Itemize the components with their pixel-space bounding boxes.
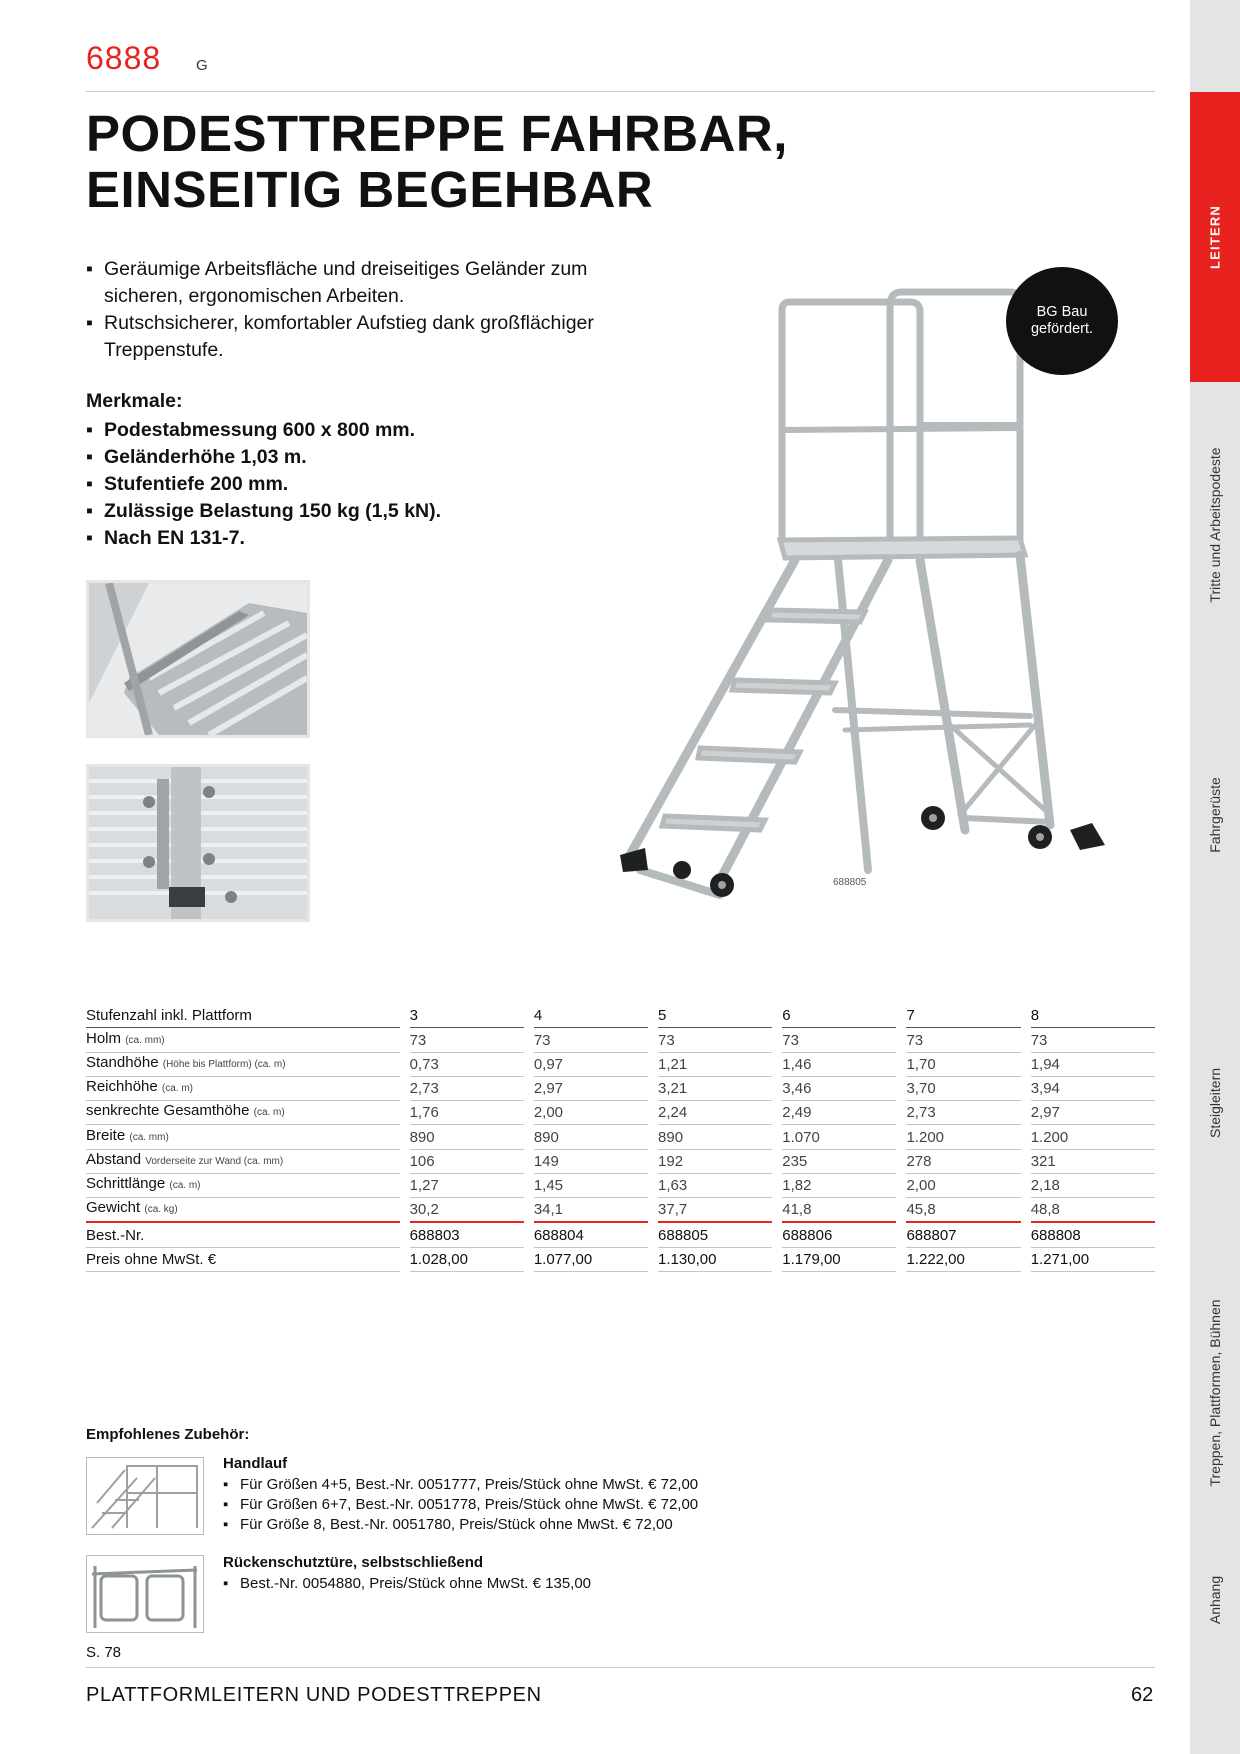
sidebar-item-treppen[interactable]: Treppen, Plattformen, Bühnen: [1207, 1299, 1223, 1487]
spec-row: [86, 1223, 1155, 1247]
sidebar-item-tritte[interactable]: Tritte und Arbeitspodeste: [1207, 447, 1223, 603]
spec-cell: 73: [658, 1031, 772, 1053]
page-title: [86, 106, 788, 218]
spec-cell: 1,76: [410, 1103, 524, 1125]
spec-row: [86, 1248, 1155, 1272]
accessories-heading: Empfohlenes Zubehör:: [86, 1426, 250, 1443]
header-divider: [86, 91, 1155, 92]
footer-divider: [86, 1667, 1155, 1668]
accessory-line: ▪ Für Größen 6+7, Best.-Nr. 0051778, Preis/Stück ohne MwSt. € 72,00: [223, 1495, 783, 1515]
accessory-line: ▪ Für Größen 4+5, Best.-Nr. 0051777, Preis/Stück ohne MwSt. € 72,00: [223, 1475, 783, 1495]
spec-cell: 688805: [658, 1226, 772, 1248]
spec-row-unit: Vorderseite zur Wand (ca. mm): [145, 1156, 284, 1168]
spec-row: [86, 1077, 1155, 1101]
spec-row: [86, 1198, 1155, 1223]
spec-cell: 3,70: [906, 1079, 1020, 1101]
spec-cell: 235: [782, 1152, 896, 1174]
spec-cell: 1,63: [658, 1176, 772, 1198]
spec-cell: 1.130,00: [658, 1250, 772, 1272]
spec-cell: 73: [534, 1031, 648, 1053]
specification-table: [86, 1004, 1155, 1272]
features-list: [86, 417, 586, 552]
spec-row: [86, 1028, 1155, 1052]
spec-cell: 1.222,00: [906, 1250, 1020, 1272]
feature-item: ▪ Zulässige Belastung 150 kg (1,5 kN).: [86, 498, 586, 525]
spec-cell: 3,46: [782, 1079, 896, 1101]
spec-cell: 1.271,00: [1031, 1250, 1155, 1272]
spec-cell: 2,18: [1031, 1176, 1155, 1198]
accessory-line: ▪ Für Größe 8, Best.-Nr. 0051780, Preis/Stück ohne MwSt. € 72,00: [223, 1515, 783, 1535]
intro-bullet: ▪ Rutschsicherer, komfortabler Aufstieg dank großflächiger Treppenstufe.: [86, 310, 606, 364]
spec-cell: 2,24: [658, 1103, 772, 1125]
spec-cell: 688808: [1031, 1226, 1155, 1248]
spec-row-label: Abstand: [86, 1151, 142, 1169]
spec-row: [86, 1101, 1155, 1125]
sidebar-item-fahrgerueste[interactable]: Fahrgerüste: [1207, 777, 1223, 853]
spec-cell: 2,00: [906, 1176, 1020, 1198]
handrail-thumbnail: [86, 1457, 204, 1535]
spec-cell: 278: [906, 1152, 1020, 1174]
spec-row-label: Best.-Nr.: [86, 1226, 145, 1244]
spec-cell: 192: [658, 1152, 772, 1174]
accessory-lines-rueckenschutztuere: [223, 1574, 783, 1594]
spec-row-label: Preis ohne MwSt. €: [86, 1250, 217, 1268]
spec-cell: 1,82: [782, 1176, 896, 1198]
sidebar-item-steigleitern[interactable]: Steigleitern: [1207, 1067, 1223, 1139]
spec-row-unit: (ca. mm): [125, 1034, 165, 1046]
spec-cell: 2,97: [1031, 1103, 1155, 1125]
spec-row: [86, 1150, 1155, 1174]
spec-cell: 1,46: [782, 1055, 896, 1077]
spec-row-unit: (ca. mm): [129, 1131, 169, 1143]
spec-cell: 1,45: [534, 1176, 648, 1198]
title-line-2: EINSEITIG BEGEHBAR: [86, 161, 654, 218]
spec-cell: 45,8: [906, 1200, 1020, 1223]
spec-row: [86, 1125, 1155, 1149]
accessory-name-rueckenschutztuere: Rückenschutztüre, selbstschließend: [223, 1554, 484, 1571]
spec-cell: 73: [410, 1031, 524, 1053]
spec-row-unit: (ca. kg): [144, 1204, 178, 1216]
title-line-1: PODESTTREPPE FAHRBAR,: [86, 105, 788, 162]
spec-cell: 73: [782, 1031, 896, 1053]
spec-cell: 3: [410, 1006, 524, 1028]
spec-cell: 0,73: [410, 1055, 524, 1077]
spec-row-label: Holm: [86, 1029, 122, 1047]
spec-cell: 8: [1031, 1006, 1155, 1028]
spec-cell: 890: [534, 1128, 648, 1150]
spec-cell: 149: [534, 1152, 648, 1174]
page-reference: S. 78: [86, 1644, 122, 1661]
spec-row-unit: (ca. m): [253, 1107, 285, 1119]
spec-cell: 1.077,00: [534, 1250, 648, 1272]
feature-item: ▪ Nach EN 131-7.: [86, 525, 586, 552]
badge-text: BG Bau gefördert.: [1030, 304, 1094, 337]
spec-cell: 2,73: [906, 1103, 1020, 1125]
detail-photo-joint: [86, 764, 310, 922]
spec-row: [86, 1004, 1155, 1028]
spec-cell: 37,7: [658, 1200, 772, 1223]
spec-cell: 30,2: [410, 1200, 524, 1223]
feature-item: ▪ Podestabmessung 600 x 800 mm.: [86, 417, 586, 444]
spec-cell: 3,94: [1031, 1079, 1155, 1101]
features-heading: Merkmale:: [86, 390, 183, 412]
page-number: 62: [1131, 1684, 1154, 1706]
back-door-thumbnail: [86, 1555, 204, 1633]
bg-bau-badge: [1006, 267, 1118, 375]
spec-cell: 688803: [410, 1226, 524, 1248]
product-photo-caption: 688805: [833, 877, 867, 888]
product-group-suffix: G: [196, 57, 208, 74]
spec-cell: 1.200: [906, 1128, 1020, 1150]
spec-row-label: senkrechte Gesamthöhe: [86, 1102, 250, 1120]
spec-cell: 2,49: [782, 1103, 896, 1125]
spec-cell: 1,70: [906, 1055, 1020, 1077]
accessory-line: ▪ Best.-Nr. 0054880, Preis/Stück ohne MwSt. € 135,00: [223, 1574, 783, 1594]
spec-cell: 688807: [906, 1226, 1020, 1248]
spec-row-label: Gewicht: [86, 1199, 141, 1217]
spec-cell: 688806: [782, 1226, 896, 1248]
spec-row: [86, 1174, 1155, 1198]
product-group-code: 6888: [86, 40, 162, 76]
feature-item: ▪ Stufentiefe 200 mm.: [86, 471, 586, 498]
spec-row-label: Schrittlänge: [86, 1175, 166, 1193]
spec-cell: 0,97: [534, 1055, 648, 1077]
spec-cell: 41,8: [782, 1200, 896, 1223]
spec-cell: 1,94: [1031, 1055, 1155, 1077]
spec-cell: 688804: [534, 1226, 648, 1248]
spec-row-unit: (Höhe bis Plattform) (ca. m): [162, 1058, 286, 1070]
spec-cell: 4: [534, 1006, 648, 1028]
accessory-lines-handlauf: [223, 1475, 783, 1535]
spec-row-label: Stufenzahl inkl. Plattform: [86, 1007, 252, 1025]
footer-section-title: PLATTFORMLEITERN UND PODESTTREPPEN: [86, 1684, 542, 1706]
spec-row-label: Standhöhe: [86, 1053, 159, 1071]
spec-cell: 890: [658, 1128, 772, 1150]
spec-cell: 2,00: [534, 1103, 648, 1125]
sidebar-item-leitern[interactable]: LEITERN: [1207, 204, 1223, 270]
spec-cell: 321: [1031, 1152, 1155, 1174]
detail-photo-step: [86, 580, 310, 738]
spec-cell: 34,1: [534, 1200, 648, 1223]
spec-row: [86, 1053, 1155, 1077]
intro-bullet: ▪ Geräumige Arbeitsfläche und dreiseitiges Geländer zum sicheren, ergonomischen Arbeiten.: [86, 256, 606, 310]
spec-cell: 1.070: [782, 1128, 896, 1150]
spec-cell: 6: [782, 1006, 896, 1028]
spec-cell: 2,97: [534, 1079, 648, 1101]
sidebar-item-anhang[interactable]: Anhang: [1207, 1575, 1223, 1625]
spec-cell: 3,21: [658, 1079, 772, 1101]
spec-cell: 5: [658, 1006, 772, 1028]
accessory-name-handlauf: Handlauf: [223, 1455, 288, 1472]
spec-cell: 2,73: [410, 1079, 524, 1101]
spec-cell: 890: [410, 1128, 524, 1150]
spec-row-label: Breite: [86, 1126, 126, 1144]
spec-row-unit: (ca. m): [161, 1083, 193, 1095]
spec-cell: 73: [906, 1031, 1020, 1053]
intro-bullet-list: [86, 256, 606, 364]
spec-cell: 48,8: [1031, 1200, 1155, 1223]
spec-cell: 7: [906, 1006, 1020, 1028]
spec-cell: 73: [1031, 1031, 1155, 1053]
spec-cell: 1,21: [658, 1055, 772, 1077]
spec-row-label: Reichhöhe: [86, 1078, 158, 1096]
spec-cell: 1.179,00: [782, 1250, 896, 1272]
spec-cell: 1.200: [1031, 1128, 1155, 1150]
spec-row-unit: (ca. m): [169, 1180, 201, 1192]
spec-cell: 1,27: [410, 1176, 524, 1198]
spec-cell: 106: [410, 1152, 524, 1174]
spec-cell: 1.028,00: [410, 1250, 524, 1272]
feature-item: ▪ Geländerhöhe 1,03 m.: [86, 444, 586, 471]
